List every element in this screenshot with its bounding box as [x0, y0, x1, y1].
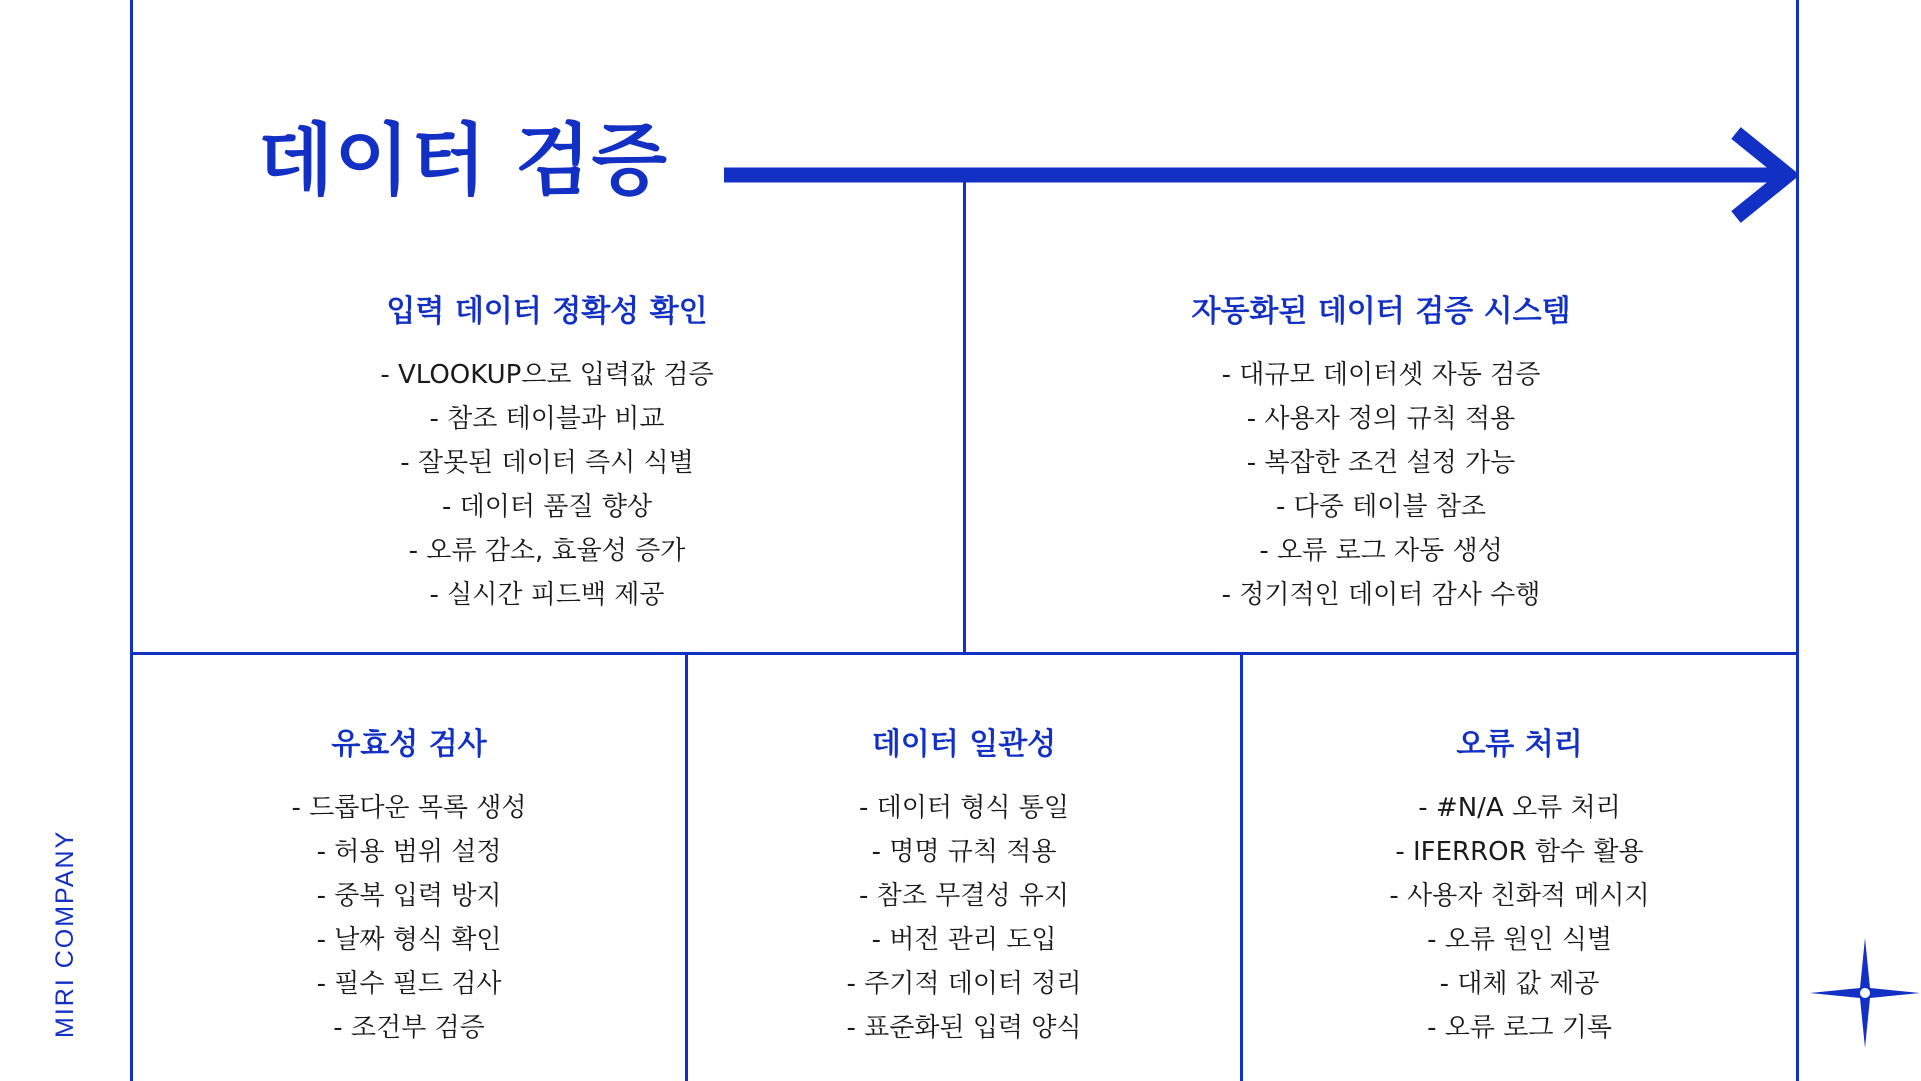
- section-list: [966, 353, 1796, 617]
- section-list: [1243, 786, 1796, 1050]
- page-title: 데이터 검증: [258, 116, 668, 206]
- section-heading: 오류 처리: [1456, 727, 1583, 762]
- section-heading: 데이터 일관성: [871, 727, 1057, 762]
- list-item: - 명명 규칙 적용: [871, 837, 1057, 867]
- list-item: - 오류 로그 기록: [1427, 1013, 1612, 1043]
- list-item: - 잘못된 데이터 즉시 식별: [400, 448, 694, 478]
- section-input-accuracy: [132, 292, 962, 617]
- list-item: - 복잡한 조건 설정 가능: [1246, 448, 1516, 478]
- list-item: - 드롭다운 목록 생성: [291, 793, 527, 823]
- list-item: - #N/A 오류 처리: [1418, 793, 1621, 823]
- list-item: - 참조 테이블과 비교: [429, 404, 665, 434]
- list-item: - 대규모 데이터셋 자동 검증: [1221, 360, 1541, 390]
- list-item: - 조건부 검증: [333, 1013, 485, 1043]
- middle-divider-line: [130, 652, 1799, 655]
- right-border-line: [1796, 0, 1799, 1081]
- section-heading: 입력 데이터 정확성 확인: [386, 294, 708, 329]
- list-item: - 필수 필드 검사: [316, 969, 502, 999]
- section-error-handling: [1243, 725, 1796, 1050]
- section-automated-validation: [966, 292, 1796, 617]
- section-heading: 자동화된 데이터 검증 시스템: [1191, 294, 1571, 329]
- list-item: - 오류 원인 식별: [1427, 925, 1612, 955]
- section-heading: 유효성 검사: [331, 727, 487, 762]
- list-item: - 버전 관리 도입: [871, 925, 1057, 955]
- list-item: - 중복 입력 방지: [316, 881, 502, 911]
- list-item: - VLOOKUP으로 입력값 검증: [380, 360, 714, 390]
- list-item: - 오류 감소, 효율성 증가: [408, 536, 686, 566]
- list-item: - 오류 로그 자동 생성: [1259, 536, 1503, 566]
- section-validity-check: [133, 725, 685, 1050]
- brand-name: MIRI COMPANY: [51, 829, 79, 1038]
- section-list: [133, 786, 685, 1050]
- list-item: - 다중 테이블 참조: [1276, 492, 1486, 522]
- list-item: - 사용자 정의 규칙 적용: [1246, 404, 1516, 434]
- list-item: - 참조 무결성 유지: [859, 881, 1069, 911]
- section-data-consistency: [688, 725, 1240, 1050]
- list-item: - 대체 값 제공: [1439, 969, 1600, 999]
- list-item: - 주기적 데이터 정리: [846, 969, 1082, 999]
- list-item: - 표준화된 입력 양식: [846, 1013, 1082, 1043]
- list-item: - 정기적인 데이터 감사 수행: [1221, 580, 1541, 610]
- list-item: - 실시간 피드백 제공: [429, 580, 665, 610]
- list-item: - 데이터 품질 향상: [442, 492, 652, 522]
- list-item: - 허용 범위 설정: [316, 837, 502, 867]
- star-icon: [1810, 938, 1920, 1048]
- list-item: - 사용자 친화적 메시지: [1389, 881, 1650, 911]
- list-item: - IFERROR 함수 활용: [1395, 837, 1644, 867]
- list-item: - 날짜 형식 확인: [316, 925, 502, 955]
- section-list: [132, 353, 962, 617]
- right-arrow-icon: [724, 125, 1796, 225]
- list-item: - 데이터 형식 통일: [859, 793, 1069, 823]
- section-list: [688, 786, 1240, 1050]
